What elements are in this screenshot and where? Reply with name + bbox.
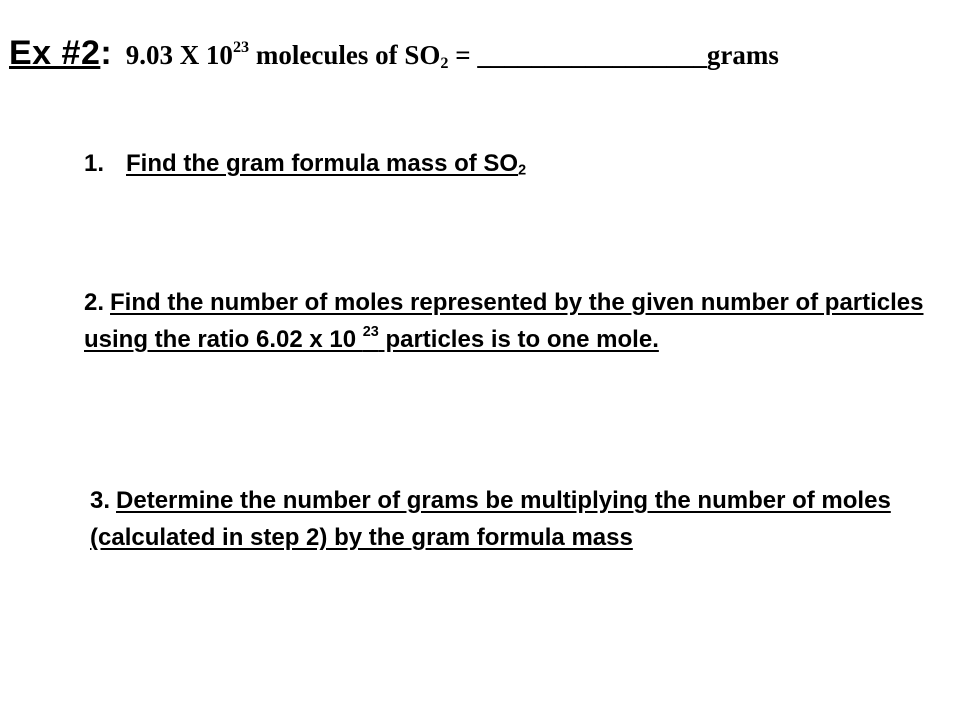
problem-subscript: 2 xyxy=(440,54,449,73)
step-1-subscript: 2 xyxy=(518,162,527,179)
step-2-text-main: Find the number of moles represented by the given number of particles using the ratio 6.02 x 10 xyxy=(84,289,924,353)
step-1 xyxy=(84,145,904,182)
problem-statement xyxy=(125,37,779,73)
step-3-number: 3. xyxy=(90,487,111,514)
step-3 xyxy=(90,482,920,556)
step-1-text-main: Find the gram formula mass of SO xyxy=(126,150,519,177)
step-2 xyxy=(84,284,924,358)
example-colon: : xyxy=(100,34,112,72)
problem-blank: = _________________grams xyxy=(448,40,779,70)
step-2-text-end: particles is to one mole. xyxy=(378,326,659,353)
step-2-number: 2. xyxy=(84,289,105,316)
step-3-text: Determine the number of grams be multiplying the number of moles (calculated in step 2) by the gram formula mass xyxy=(90,487,891,551)
step-1-number: 1. xyxy=(84,150,105,177)
step-2-exponent: 23 xyxy=(362,324,379,341)
step-1-text xyxy=(126,150,526,177)
problem-quantity: 9.03 X 10 xyxy=(125,40,233,70)
problem-substance: molecules of SO xyxy=(249,40,441,70)
problem-exponent: 23 xyxy=(232,37,250,56)
example-label: Ex #2 xyxy=(9,34,101,72)
problem-title xyxy=(9,34,779,73)
step-2-text xyxy=(84,289,924,353)
